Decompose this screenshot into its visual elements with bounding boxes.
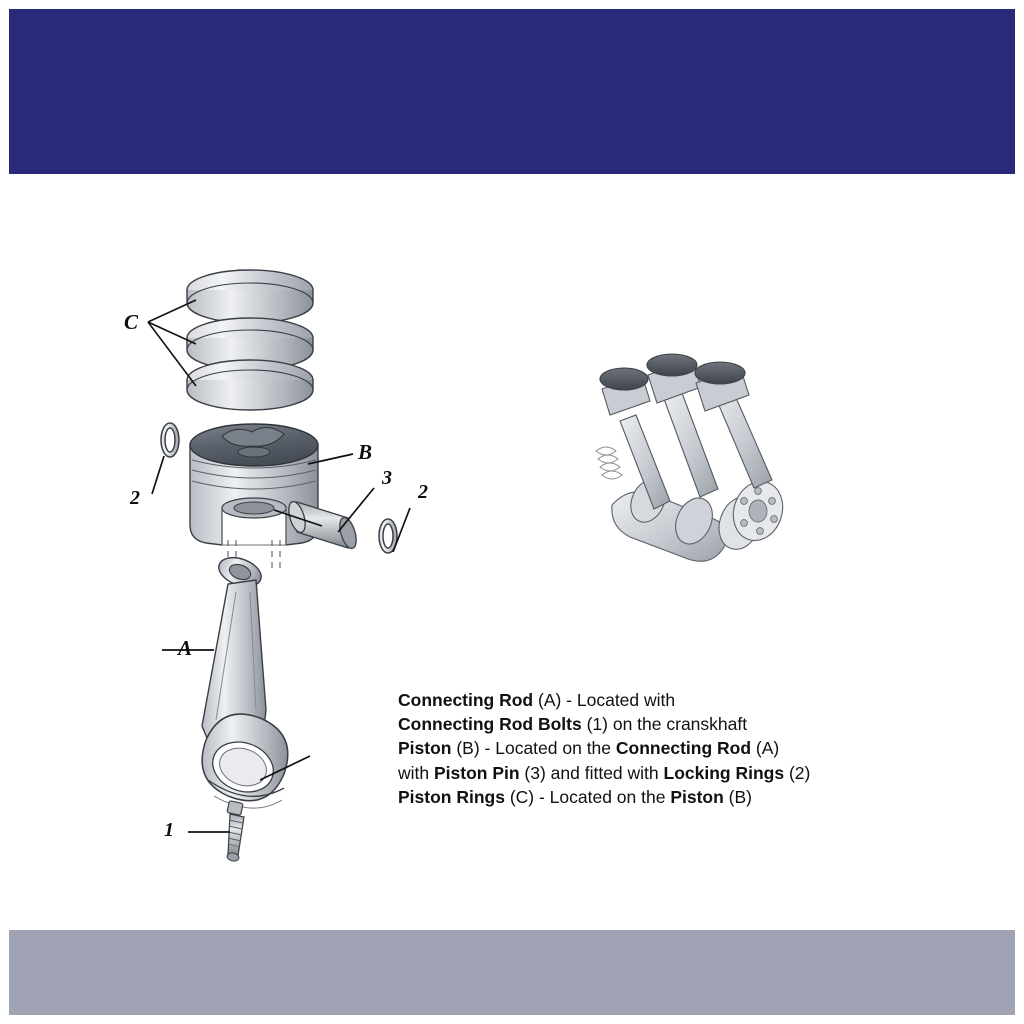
crank-assembly-illustration xyxy=(590,355,820,575)
caption-line-3 xyxy=(398,736,918,760)
caption-term-connecting-rod-bolts: Connecting Rod Bolts xyxy=(398,714,582,735)
header-band xyxy=(9,9,1015,174)
caption-text-2: (1) on the cranskhaft xyxy=(581,714,748,735)
caption-block xyxy=(398,688,918,809)
caption-text-4b: (3) and fitted with xyxy=(519,762,664,783)
caption-term-locking-rings: Locking Rings xyxy=(663,762,785,783)
callout-B: B xyxy=(358,440,373,464)
assembly-ring-pack xyxy=(596,447,622,479)
callout-3: 3 xyxy=(382,467,392,489)
caption-term-connecting-rod: Connecting Rod xyxy=(398,690,534,710)
caption-text-5a: (C) - Located on the xyxy=(504,786,671,807)
callout-1: 1 xyxy=(164,819,174,841)
caption-term-piston-2: Piston xyxy=(670,786,724,807)
callout-2-left: 2 xyxy=(130,487,140,509)
caption-term-piston-rings: Piston Rings xyxy=(398,786,505,807)
caption-text-4c: (2) xyxy=(784,762,811,783)
caption-line-1 xyxy=(398,688,918,712)
callout-C: C xyxy=(124,310,139,334)
callout-2-right: 2 xyxy=(418,481,428,503)
caption-text-3a: (B) - Located on the xyxy=(451,738,616,759)
caption-text-5b: (B) xyxy=(723,786,753,807)
caption-text-1: (A) - Located with xyxy=(533,690,676,710)
footer-band xyxy=(9,930,1015,1015)
left-edge-margin xyxy=(0,0,9,1024)
caption-text-3b: (A) xyxy=(751,738,780,759)
part-piston-rings xyxy=(187,270,313,410)
caption-line-2 xyxy=(398,712,918,736)
caption-term-piston-pin: Piston Pin xyxy=(433,762,520,783)
caption-text-4a: with xyxy=(398,762,434,783)
caption-term-connecting-rod-2: Connecting Rod xyxy=(615,738,752,759)
caption-line-5 xyxy=(398,785,918,809)
part-locking-ring-left xyxy=(161,423,179,457)
part-connecting-rod xyxy=(202,552,288,808)
caption-term-piston: Piston xyxy=(398,738,452,759)
caption-line-4 xyxy=(398,761,918,785)
callout-A: A xyxy=(178,636,193,660)
